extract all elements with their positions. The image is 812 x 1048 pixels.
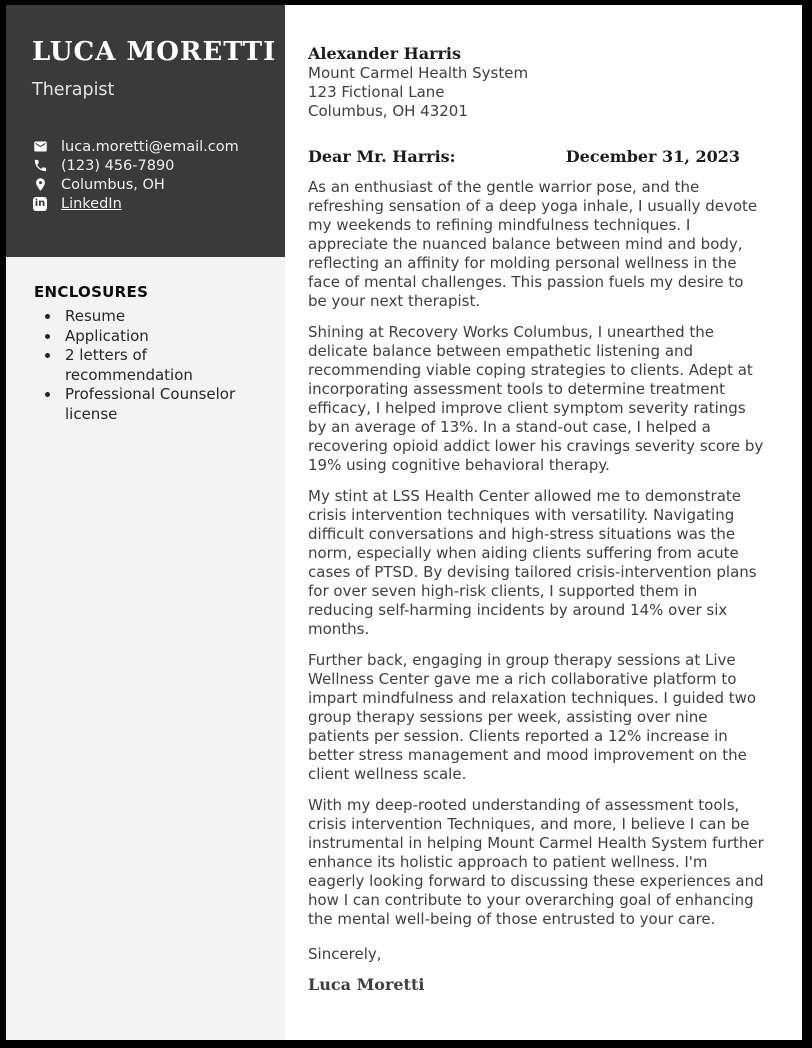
closing: Sincerely,	[308, 945, 382, 963]
letter-body	[308, 5, 764, 994]
enclosures-list	[34, 307, 267, 424]
letter-paragraph: Further back, engaging in group therapy sessions at Live Wellness Center gave me a rich collaborative platform to impart mindfulness and relaxation techniques. I guided two group therapy sessions per week, assisting over nine patients per session. Clients reported a 12% increase in better stress management and mood improvement on the client wellness scale.	[308, 651, 757, 783]
job-title: Therapist	[32, 80, 115, 100]
linkedin-link[interactable]: LinkedIn	[61, 195, 122, 212]
linkedin-icon	[32, 196, 48, 212]
enclosures-section	[6, 257, 285, 424]
recipient-address-line2: Columbus, OH 43201	[308, 102, 468, 120]
location-icon	[32, 177, 48, 193]
contact-location-text: Columbus, OH	[61, 176, 165, 193]
recipient-name: Alexander Harris	[308, 44, 462, 63]
contact-email-text: luca.moretti@email.com	[61, 138, 239, 155]
enclosures-heading: ENCLOSURES	[34, 283, 149, 301]
recipient-organization: Mount Carmel Health System	[308, 64, 529, 82]
enclosure-item: • Resume	[61, 307, 267, 327]
email-icon	[32, 139, 48, 155]
recipient-address-line1: 123 Fictional Lane	[308, 83, 445, 101]
letter-paragraph: With my deep-rooted understanding of assessment tools, crisis intervention Techniques, and more, I believe I can be instrumental in helping Mount Carmel Health System further enhance its holistic approach to patient wellness. I'm eagerly looking forward to discussing these experiences and how I can contribute to your overarching goal of enhancing the mental well-being of those entrusted to your care.	[308, 796, 764, 928]
linkedin-badge-glyph: in	[34, 197, 46, 209]
contact-phone	[32, 156, 265, 175]
contact-email	[32, 137, 265, 156]
person-name: LUCA MORETTI	[32, 37, 277, 67]
contact-linkedin	[32, 194, 265, 213]
signature: Luca Moretti	[308, 975, 425, 994]
salutation-row	[308, 147, 764, 166]
enclosure-item: • Professional Counselor license	[61, 385, 267, 424]
letter-date: December 31, 2023	[565, 147, 740, 166]
contact-location	[32, 175, 265, 194]
sidebar	[6, 5, 285, 1040]
salutation: Dear Mr. Harris:	[308, 147, 456, 166]
enclosure-item: • Application	[61, 327, 267, 347]
enclosure-item: • 2 letters of recommendation	[61, 346, 267, 385]
letter-paragraph: As an enthusiast of the gentle warrior pose, and the refreshing sensation of a deep yoga inhale, I usually devote my weekends to refining mindfulness techniques. I appreciate the nuanced balance between mind and body, reflecting an affinity for molding personal wellness in the face of mental challenges. This passion fuels my desire to be your next therapist.	[308, 178, 758, 310]
phone-icon	[32, 158, 48, 174]
header-block	[6, 5, 285, 257]
cover-letter-page	[6, 5, 802, 1040]
contact-list	[32, 137, 265, 213]
letter-paragraph: Shining at Recovery Works Columbus, I unearthed the delicate balance between empathetic listening and recommending viable coping strategies to clients. Adept at incorporating assessment tools to determine treatment efficacy, I helped improve client symptom severity ratings by an average of 13%. In a stand-out case, I helped a recovering opioid addict lower his cravings severity score by 19% using cognitive behavioral therapy.	[308, 323, 764, 474]
contact-phone-text: (123) 456-7890	[61, 157, 175, 174]
recipient-block	[308, 43, 764, 121]
letter-paragraph: My stint at LSS Health Center allowed me to demonstrate crisis intervention techniques with versatility. Navigating difficult conversations and high-stress situations was the norm, especially when aiding clients suffering from acute cases of PTSD. By devising tailored crisis-intervention plans for over seven high-risk clients, I supported them in reducing self-harming incidents by around 14% over six months.	[308, 487, 757, 638]
